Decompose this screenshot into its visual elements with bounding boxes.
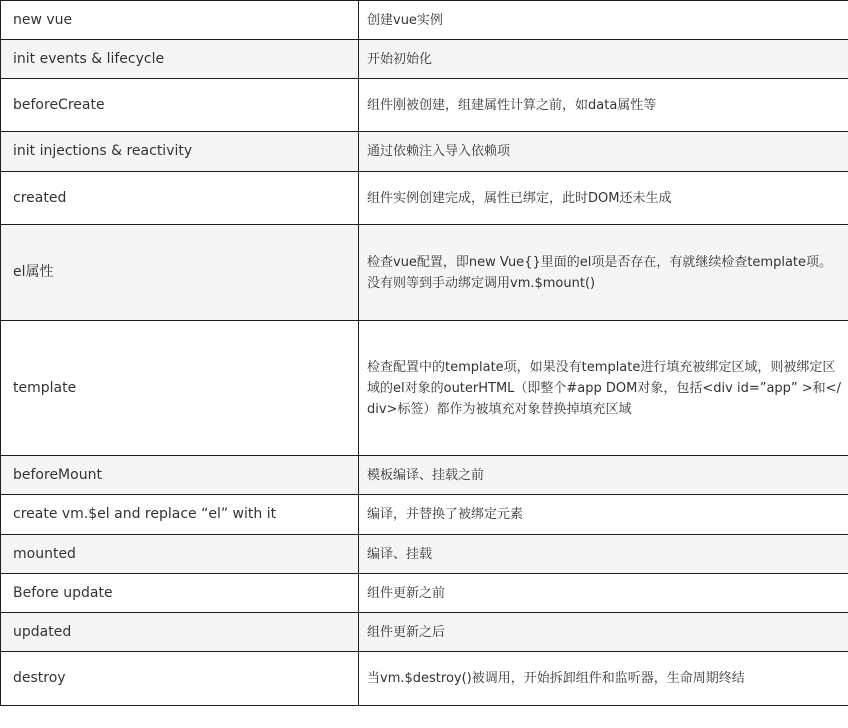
table-row (1, 132, 848, 172)
hook-cell: beforeCreate (1, 79, 359, 132)
description-cell: 创建vue实例 (359, 1, 848, 40)
hook-cell: updated (1, 613, 359, 652)
table-row (1, 535, 848, 574)
hook-cell: Before update (1, 574, 359, 613)
hook-cell: created (1, 172, 359, 225)
table-row (1, 79, 848, 132)
description-cell: 组件更新之后 (359, 613, 848, 652)
description-cell: 组件刚被创建，组建属性计算之前，如data属性等 (359, 79, 848, 132)
description-cell: 编译、挂载 (359, 535, 848, 574)
table-row (1, 613, 848, 652)
description-cell: 模板编译、挂载之前 (359, 456, 848, 495)
table-row (1, 225, 848, 321)
description-cell: 当vm.$destroy()被调用，开始拆卸组件和监听器，生命周期终结 (359, 652, 848, 706)
table-row (1, 1, 848, 40)
hook-cell: el属性 (1, 225, 359, 321)
description-cell: 开始初始化 (359, 40, 848, 79)
hook-cell: mounted (1, 535, 359, 574)
table-row (1, 574, 848, 613)
hook-cell: create vm.$el and replace “el” with it (1, 495, 359, 535)
description-cell: 组件实例创建完成，属性已绑定，此时DOM还未生成 (359, 172, 848, 225)
description-cell: 编译，并替换了被绑定元素 (359, 495, 848, 535)
table-row (1, 172, 848, 225)
table-row (1, 495, 848, 535)
lifecycle-table-body (1, 1, 848, 706)
hook-cell: new vue (1, 1, 359, 40)
table-row (1, 40, 848, 79)
description-cell: 组件更新之前 (359, 574, 848, 613)
description-cell: 检查配置中的template项，如果没有template进行填充被绑定区域，则被绑定区域的el对象的outerHTML（即整个#app DOM对象，包括<div id=”app” >和</div>标签）都作为被填充对象替换掉填充区域 (359, 321, 848, 456)
table-row (1, 321, 848, 456)
hook-cell: template (1, 321, 359, 456)
description-cell: 检查vue配置，即new Vue{}里面的el项是否存在，有就继续检查template项。没有则等到手动绑定调用vm.$mount() (359, 225, 848, 321)
hook-cell: init injections & reactivity (1, 132, 359, 172)
table-row (1, 652, 848, 706)
description-cell: 通过依赖注入导入依赖项 (359, 132, 848, 172)
table-row (1, 456, 848, 495)
hook-cell: init events & lifecycle (1, 40, 359, 79)
hook-cell: destroy (1, 652, 359, 706)
hook-cell: beforeMount (1, 456, 359, 495)
